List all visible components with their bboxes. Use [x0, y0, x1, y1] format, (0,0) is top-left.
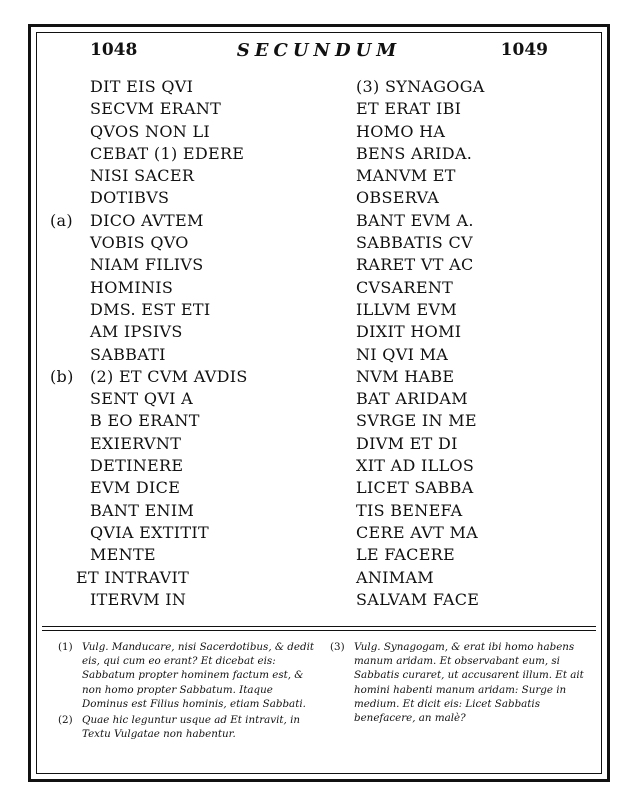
line-text: SABBATI — [90, 344, 166, 364]
line-text: BANT ENIM — [90, 500, 195, 520]
footnote-rule-secondary — [42, 630, 596, 631]
line-text: ET INTRAVIT — [76, 567, 190, 587]
line-text: QVOS NON LI — [90, 121, 211, 141]
text-line: LE FACERE — [356, 545, 456, 565]
text-line: NVM HABE — [356, 366, 455, 386]
line-text: MENTE — [90, 545, 156, 565]
margin-mark: (a) — [50, 210, 73, 230]
text-line — [50, 76, 320, 98]
text-line: SALVAM FACE — [356, 589, 480, 609]
text-line: ET ERAT IBI — [356, 99, 462, 119]
footnote-number: (1) — [58, 641, 73, 653]
text-line — [50, 589, 320, 611]
line-text: CEBAT (1) EDERE — [90, 143, 245, 163]
line-text: DICO AVTEM — [90, 210, 204, 230]
text-line — [50, 165, 320, 187]
running-title: SECUNDUM — [236, 40, 402, 61]
text-line — [50, 410, 320, 432]
text-line: BANT EVM A. — [356, 210, 474, 230]
text-line — [50, 344, 320, 366]
line-text: EXIERVNT — [90, 433, 182, 453]
line-text: B EO ERANT — [90, 411, 200, 431]
footnote-number: (2) — [58, 714, 73, 727]
footnote-text: Quae hic leguntur usque ad Et intravit, in Textu Vulgatae non habentur. — [82, 714, 301, 741]
text-line — [50, 500, 320, 522]
text-line: LICET SABBA — [356, 478, 474, 498]
footnote — [330, 640, 592, 725]
text-line: BAT ARIDAM — [356, 389, 468, 409]
left-text-column — [50, 76, 320, 611]
text-line — [50, 210, 320, 232]
text-line — [50, 143, 320, 165]
text-line — [50, 477, 320, 499]
text-line — [50, 277, 320, 299]
text-line: SABBATIS CV — [356, 233, 473, 253]
line-text: EVM DICE — [90, 478, 181, 498]
line-text: NIAM FILIVS — [90, 255, 204, 275]
footnote-text: Vulg. Manducare, nisi Sacerdotibus, & dedit eis, qui cum eo erant? Et dicebat eis: Sabbatum propter hominem factum est, & non homo propter Sabbatum. Itaque Dominus est Filius hominis, etiam Sabbati. — [82, 641, 315, 710]
text-line — [50, 187, 320, 209]
text-line: OBSERVA — [356, 188, 440, 208]
footnote-text: Vulg. Synagogam, & erat ibi homo habens manum aridam. Et observabant eum, si Sabbatis curaret, ut accusarent illum. Et ait homini habenti manum aridam: Surge in medium. Et dicit eis: Licet Sabbatis benefacere, an malè? — [354, 641, 584, 725]
right-text-column — [356, 76, 586, 611]
line-text: DMS. EST ETI — [90, 299, 211, 319]
line-text: DOTIBVS — [90, 188, 170, 208]
line-text: (2) ET CVM AVDIS — [90, 366, 248, 386]
text-line — [50, 366, 320, 388]
line-text: DETINERE — [90, 456, 184, 476]
page-number-left: 1048 — [90, 40, 138, 60]
text-line: RARET VT AC — [356, 255, 474, 275]
text-line: DIXIT HOMI — [356, 322, 462, 342]
line-text: DIT EIS QVI — [90, 77, 194, 96]
line-text: HOMINIS — [90, 277, 174, 297]
footnote-number: (3) — [330, 641, 345, 653]
line-text: AM IPSIVS — [90, 322, 183, 342]
text-line: SVRGE IN ME — [356, 411, 477, 431]
text-line: HOMO HA — [356, 121, 446, 141]
text-line: ILLVM EVM — [356, 299, 458, 319]
footnote — [58, 713, 316, 741]
footnote-rule — [42, 626, 596, 627]
text-line: (3) SYNAGOGA — [356, 77, 485, 96]
text-line — [50, 455, 320, 477]
line-text: SENT QVI A — [90, 389, 194, 409]
text-line — [50, 232, 320, 254]
text-line: MANVM ET — [356, 166, 456, 186]
footnote — [58, 640, 316, 711]
text-line — [50, 299, 320, 321]
text-line — [50, 433, 320, 455]
text-line: BENS ARIDA. — [356, 143, 473, 163]
line-text: ITERVM IN — [90, 589, 187, 609]
text-line — [50, 544, 320, 566]
footnotes-left — [58, 640, 316, 743]
text-line: CVSARENT — [356, 277, 454, 297]
line-text: VOBIS QVO — [90, 233, 189, 253]
footnotes-right — [330, 640, 592, 727]
page-number-right: 1049 — [500, 40, 548, 60]
text-line — [50, 98, 320, 120]
text-line — [50, 567, 320, 589]
text-line: CERE AVT MA — [356, 522, 479, 542]
text-line — [50, 388, 320, 410]
text-line — [50, 121, 320, 143]
text-line — [50, 321, 320, 343]
text-line: ANIMAM — [356, 567, 434, 587]
line-text: SECVM ERANT — [90, 99, 222, 119]
text-line — [50, 522, 320, 544]
line-text: QVIA EXTITIT — [90, 522, 209, 542]
text-line: XIT AD ILLOS — [356, 456, 475, 476]
text-line: TIS BENEFA — [356, 500, 463, 520]
line-text: NISI SACER — [90, 166, 195, 186]
text-line: DIVM ET DI — [356, 433, 458, 453]
page-header — [36, 40, 602, 64]
text-line — [50, 254, 320, 276]
text-line: NI QVI MA — [356, 344, 449, 364]
margin-mark: (b) — [50, 366, 74, 386]
